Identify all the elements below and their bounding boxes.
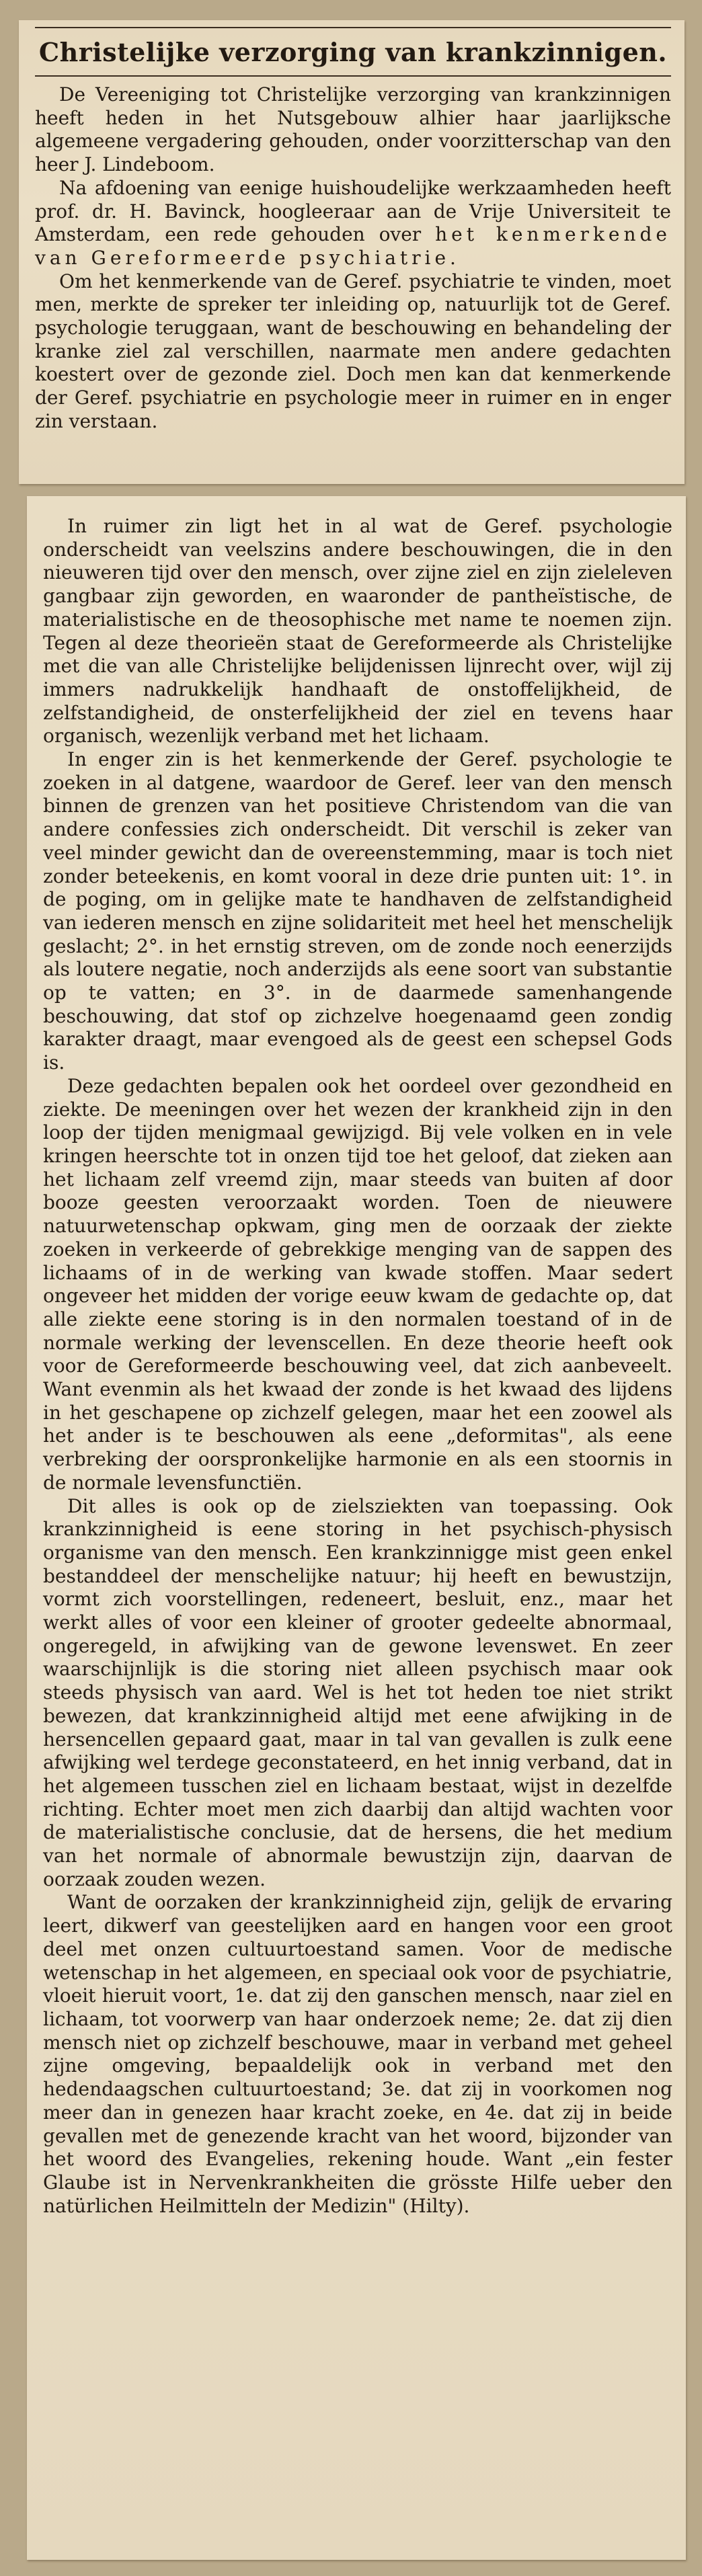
paragraph: In ruimer zin ligt het in al wat de Geref. psychologie onderscheidt van veelszins andere beschouwingen, die in den nieuweren tijd over den mensch, over zijne ziel en zijn zieleleven gangbaar zijn geworden, en waaronder de pantheïstische, de materialistische en de theosophische met name te noemen zijn. Tegen al deze theorieën staat de Gereformeerde als Christelijke met die van alle Christelijke belijdenissen lijnrecht over, wijl zij immers nadrukkelijk handhaaft de onstoffelijkheid, de zelfstandigheid, de onsterfelijkheid der ziel en tevens haar organisch, wezenlijk verband met het lichaam. — [43, 515, 672, 748]
clipping-top — [19, 20, 685, 484]
intro-text — [35, 83, 671, 434]
paragraph: Om het kenmerkende van de Geref. psychiatrie te vinden, moet men, merkte de spreker ter inleiding op, natuurlijk tot de Geref. psychologie teruggaan, want de beschouwing en behandeling der kranke ziel zal verschillen, naarmate men andere gedachten koestert over de gezonde ziel. Doch men kan dat kenmerkende der Geref. psychiatrie en psychologie meer in ruimer en in enger zin verstaan. — [35, 270, 671, 432]
top-rule — [35, 27, 671, 28]
paragraph: Dit alles is ook op de zielsziekten van toepassing. Ook krankzinnigheid is eene storing in het psychisch-physisch organisme van den mensch. Een krankzinnigge mist geen enkel bestanddeel der menschelijke natuur; hij heeft en bewustzijn, vormt zich voorstellingen, redeneert, besluit, enz., maar het werkt alles of voor een kleiner of grooter gedeelte abnormaal, ongeregeld, in afwijking van de gewone levenswet. En zeer waarschijnlijk is die storing niet alleen psychisch maar ook steeds physisch van aard. Wel is het tot heden toe niet strikt bewezen, dat krankzinnigheid altijd met eene afwijking in de hersencellen gepaard gaat, maar in tal van gevallen is zulk eene afwijking wel terdege geconstateerd, en het innig verband, dat in het algemeen tusschen ziel en lichaam bestaat, wijst in dezelfde richting. Echter moet men zich daarbij dan altijd wachten voor de materialistische conclusie, dat de hersens, die het medium van het normale of abnormale bewustzijn zijn, daarvan de oorzaak zouden wezen. — [43, 1494, 672, 1890]
headline-rule — [35, 75, 671, 77]
paragraph-text: Na afdoening van eenige huishoudelijke werkzaamheden heeft prof. dr. H. Bavinck, hoogleeraar aan de Vrije Universiteit te Amsterdam, een rede gehouden over — [35, 176, 671, 246]
paragraph: In enger zin is het kenmerkende der Geref. psychologie te zoeken in al datgene, waardoor de Geref. leer van den mensch binnen de grenzen van het positieve Christendom van die van andere confessies zich onderscheidt. Dit verschil is zeker van veel minder gewicht dan de overeenstemming, maar is toch niet zonder beteekenis, en komt vooral in deze drie punten uit: 1°. in de poging, om in gelijke mate te handhaven de zelfstandigheid van iederen mensch en zijne solidariteit met heel het menschelijk geslacht; 2°. in het ernstig streven, om de zonde noch eenerzijds als loutere negatie, noch anderzijds als eene soort van substantie op te vatten; en 3°. in de daarmede samenhangende beschouwing, dat stof op zichzelve hoegenaamd geen zondig karakter draagt, maar evengoed als de geest een schepsel Gods is. — [43, 748, 672, 1074]
body-text — [43, 515, 672, 2218]
lecture-title: het kenmerkende van Gereformeerde psychiatrie. — [35, 223, 672, 269]
clipping-bottom-content — [43, 515, 672, 2218]
paragraph: De Vereeniging tot Christelijke verzorging van krankzinnigen heeft heden in het Nutsgebouw alhier haar jaarlijksche algemeene vergadering gehouden, onder voorzitterschap van den heer J. Lindeboom. — [35, 83, 671, 176]
clipping-top-content — [35, 27, 671, 434]
paragraph: Want de oorzaken der krankzinnigheid zijn, gelijk de ervaring leert, dikwerf van geestelijken aard en hangen voor een groot deel met onzen cultuurtoestand samen. Voor de medische wetenschap in het algemeen, en speciaal ook voor de psychiatrie, vloeit hieruit voort, 1e. dat zij den ganschen mensch, naar ziel en lichaam, tot voorwerp van haar onderzoek neme; 2e. dat zij dien mensch niet op zichzelf beschouwe, maar in verband met geheel zijne omgeving, bepaaldelijk ook in verband met den hedendaagschen cultuurtoestand; 3e. dat zij in voorkomen nog meer dan in genezen haar kracht zoeke, en 4e. dat zij in beide gevallen met de genezende kracht van het woord, bijzonder van het woord des Evangelies, rekening houde. Want „ein fester Glaube ist in Nervenkrankheiten die grösste Hilfe ueber den natürlichen Heilmitteln der Medizin" (Hilty). — [43, 1891, 672, 2217]
paragraph: Deze gedachten bepalen ook het oordeel over gezondheid en ziekte. De meeningen over het wezen der krankheid zijn in den loop der tijden menigmaal gewijzigd. Bij vele volken en in vele kringen heerschte tot in onzen tijd toe het geloof, dat zieken aan het lichaam zelf vreemd zijn, maar steeds van buiten af door booze geesten veroorzaakt worden. Toen de nieuwere natuurwetenschap opkwam, ging men de oorzaak der ziekte zoeken in verkeerde of gebrekkige menging van de sappen des lichaams of in de werking van kwade stoffen. Maar sedert ongeveer het midden der vorige eeuw kwam de gedachte op, dat alle ziekte eene storing is in den normalen toestand of in de normale werking der levenscellen. En deze theorie heeft ook voor de Gereformeerde beschouwing veel, dat zich aanbeveelt. Want evenmin als het kwaad der zonde is het kwaad des lijdens in het geschapene op zichzelf gelegen, maar het een zoowel als het ander is te beschouwen als eene „deformitas", als eene verbreking der oorspronkelijke harmonie en als een stoornis in de normale levensfunctiën. — [43, 1074, 672, 1494]
article-headline: Christelijke verzorging van krankzinnigen. — [38, 37, 668, 67]
clipping-bottom — [27, 496, 686, 2560]
paragraph — [35, 177, 671, 270]
